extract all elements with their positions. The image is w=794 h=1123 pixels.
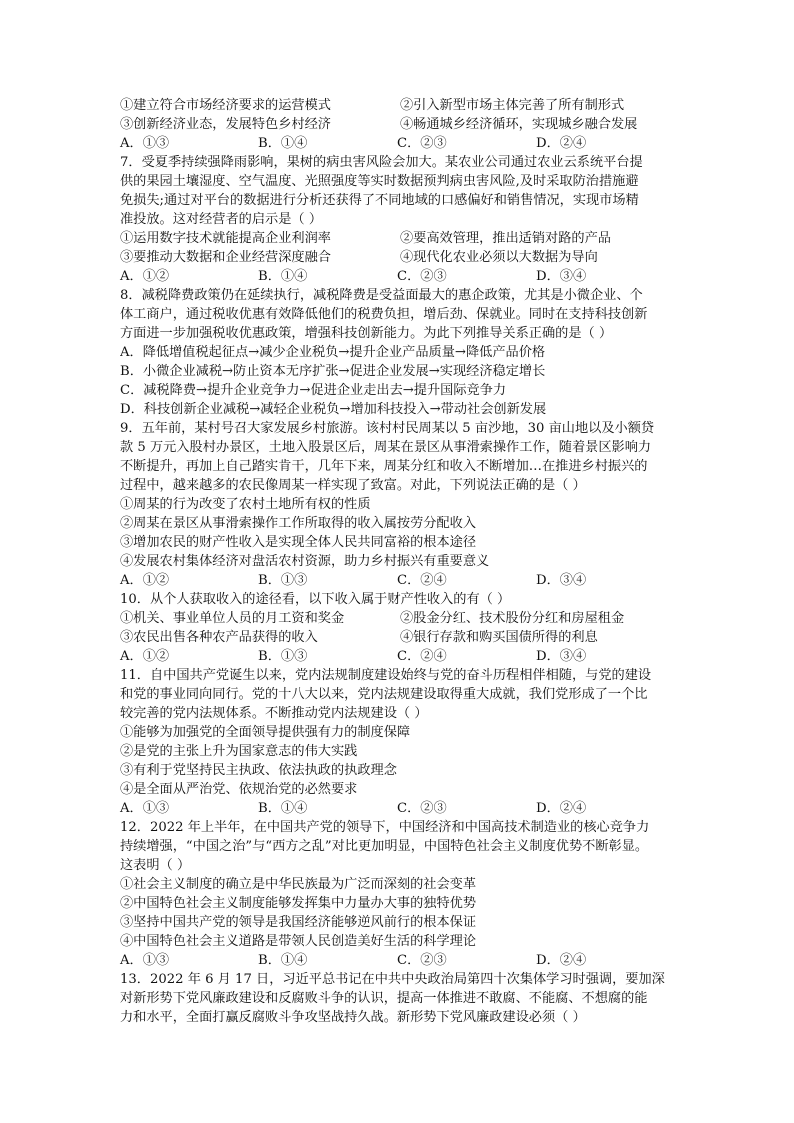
q9-option-1: ①周某的行为改变了农村土地所有权的性质: [120, 497, 371, 512]
q9-option-2: ②周某在景区从事滑索操作工作所取得的收入属按劳分配收入: [120, 516, 477, 531]
answer-b: B．①④: [258, 269, 308, 284]
answer-a: A．①②: [120, 573, 170, 588]
answer-row: [120, 267, 675, 286]
option-1: ①建立符合市场经济要求的运营模式: [120, 98, 331, 113]
q9-stem-line: 过程中，越来越多的农民像周某一样实现了致富。对此，下列说法正确的是（ ）: [120, 478, 586, 493]
answer-a: A．①③: [120, 953, 170, 968]
answer-a: A．①②: [120, 269, 170, 284]
q8-option-a: A．降低增值税起征点→减少企业税负→提升企业产品质量→降低产品价格: [120, 345, 546, 360]
answer-d: D．③④: [536, 269, 587, 284]
answer-c: C．②③: [397, 136, 447, 151]
option-row: [120, 96, 675, 115]
option-row: [120, 229, 675, 248]
answer-b: B．①③: [258, 573, 308, 588]
answer-d: D．③④: [536, 573, 587, 588]
answer-d: D．②④: [536, 136, 587, 151]
answer-b: B．①④: [258, 801, 308, 816]
q12-option-1: ①社会主义制度的确立是中华民族最为广泛而深刻的社会变革: [120, 877, 477, 892]
option-row: [120, 115, 675, 134]
q9-option-3: ③增加农民的财产性收入是实现全体人民共同富裕的根本途径: [120, 535, 477, 550]
answer-c: C．②④: [397, 573, 447, 588]
answer-row: [120, 951, 675, 970]
q11-option-4: ④是全面从严治党、依规治党的必然要求: [120, 782, 358, 797]
q8-stem-line: 方面进一步加强税收优惠政策，增强科技创新能力。为此下列推导关系正确的是（ ）: [120, 326, 613, 341]
answer-a: A．①③: [120, 136, 170, 151]
q12-option-3: ③坚持中国共产党的领导是我国经济能够逆风前行的根本保证: [120, 915, 477, 930]
q8-stem-line: 8．减税降费政策仍在延续执行，减税降费是受益面最大的惠企政策，尤其是小微企业、个: [120, 288, 643, 303]
q12-stem-line: 持续增强，“中国之治”与“西方之乱”对比更加明显，中国特色社会主义制度优势不断彰显。: [120, 839, 649, 854]
question-list: [120, 96, 675, 1027]
q8-option-d: D．科技创新企业减税→减轻企业税负→增加科技投入→带动社会创新发展: [120, 402, 547, 417]
option-3: ③农民出售各种农产品获得的收入: [120, 630, 318, 645]
q13-stem-line: 13．2022 年 6 月 17 日，习近平总书记在中共中央政治局第四十次集体学习时强调，要加深: [120, 972, 665, 987]
answer-b: B．①④: [258, 953, 308, 968]
q11-option-1: ①能够为加强党的全面领导提供强有力的制度保障: [120, 725, 411, 740]
q10-stem-line: 10．从个人获取收入的途径看，以下收入属于财产性收入的有（ ）: [120, 592, 511, 607]
option-row: [120, 248, 675, 267]
answer-a: A．①③: [120, 801, 170, 816]
q13-stem-line: 力和水平，全面打赢反腐败斗争攻坚战持久战。新形势下党风廉政建设必须（ ）: [120, 1010, 586, 1025]
q12-stem-line: 12．2022 年上半年，在中国共产党的领导下，中国经济和中国高技术制造业的核心竞争力: [120, 820, 650, 835]
q11-stem-line: 11．自中国共产党诞生以来，党内法规制度建设始终与党的奋斗历程相伴相随，与党的建设: [120, 668, 652, 683]
q8-stem-line: 体工商户，通过税收优惠有效降低他们的税费负担，增后劲、保就业。同时在支持科技创新: [120, 307, 648, 322]
q12-stem-line: 这表明（ ）: [120, 858, 191, 873]
q11-option-2: ②是党的主张上升为国家意志的伟大实践: [120, 744, 358, 759]
option-row: [120, 628, 675, 647]
q13-stem-line: 对新形势下党风廉政建设和反腐败斗争的认识，提高一体推进不敢腐、不能腐、不想腐的能: [120, 991, 648, 1006]
answer-row: [120, 571, 675, 590]
option-1: ①机关、事业单位人员的月工资和奖金: [120, 611, 345, 626]
q7-stem-line: 7．受夏季持续强降雨影响，果树的病虫害风险会加大。某农业公司通过农业云系统平台提: [120, 155, 643, 170]
option-row: [120, 609, 675, 628]
answer-c: C．②④: [397, 649, 447, 664]
answer-c: C．②③: [397, 801, 447, 816]
option-3: ③要推动大数据和企业经营深度融合: [120, 250, 331, 265]
answer-row: [120, 647, 675, 666]
option-2: ②要高效管理，推出适销对路的产品: [400, 231, 611, 246]
q7-stem-line: 免损失;通过对平台的数据进行分析还获得了不同地域的口感偏好和销售情况，实现市场精: [120, 193, 639, 208]
option-2: ②引入新型市场主体完善了所有制形式: [400, 98, 625, 113]
answer-c: C．②③: [397, 269, 447, 284]
answer-row: [120, 799, 675, 818]
answer-d: D．②④: [536, 801, 587, 816]
q8-option-b: B．小微企业减税→防止资本无序扩张→促进企业发展→实现经济稳定增长: [120, 364, 546, 379]
option-3: ③创新经济业态，发展特色乡村经济: [120, 117, 331, 132]
q11-option-3: ③有利于党坚持民主执政、依法执政的执政理念: [120, 763, 397, 778]
option-4: ④现代化农业必须以大数据为导向: [400, 250, 598, 265]
answer-row: [120, 134, 675, 153]
q7-stem-line: 供的果园土壤湿度、空气温度、光照强度等实时数据预判病虫害风险,及时采取防治措施避: [120, 174, 639, 189]
q8-option-c: C．减税降费→提升企业竞争力→促进企业走出去→提升国际竞争力: [120, 383, 507, 398]
option-4: ④畅通城乡经济循环，实现城乡融合发展: [400, 117, 638, 132]
q9-option-4: ④发展农村集体经济对盘活农村资源，助力乡村振兴有重要意义: [120, 554, 490, 569]
option-2: ②股金分红、技术股份分红和房屋租金: [400, 611, 625, 626]
answer-d: D．②④: [536, 953, 587, 968]
q7-stem-line: 准投放。这对经营者的启示是（ ）: [120, 212, 323, 227]
option-1: ①运用数字技术就能提高企业利润率: [120, 231, 331, 246]
q9-stem-line: 款 5 万元入股村办景区，土地入股景区后，周某在景区从事滑索操作工作，随着景区影响力: [120, 440, 652, 455]
option-4: ④银行存款和购买国债所得的利息: [400, 630, 598, 645]
q11-stem-line: 和党的事业同向同行。党的十八大以来，党内法规建设取得重大成就，我们党形成了一个比: [120, 687, 648, 702]
answer-c: C．②③: [397, 953, 447, 968]
q9-stem-line: 不断提升，再加上自己踏实肯干，几年下来，周某分红和收入不断增加…在推进乡村振兴的: [120, 459, 648, 474]
q12-option-2: ②中国特色社会主义制度能够发挥集中力量办大事的独特优势: [120, 896, 477, 911]
q9-stem-line: 9．五年前，某村号召大家发展乡村旅游。该村村民周某以 5 亩沙地，30 亩山地以及小额贷: [120, 421, 655, 436]
answer-a: A．①②: [120, 649, 170, 664]
answer-d: D．③④: [536, 649, 587, 664]
answer-b: B．①④: [258, 136, 308, 151]
q11-stem-line: 较完善的党内法规体系。不断推动党内法规建设（ ）: [120, 706, 428, 721]
q12-option-4: ④中国特色社会主义道路是带领人民创造美好生活的科学理论: [120, 934, 477, 949]
answer-b: B．①③: [258, 649, 308, 664]
